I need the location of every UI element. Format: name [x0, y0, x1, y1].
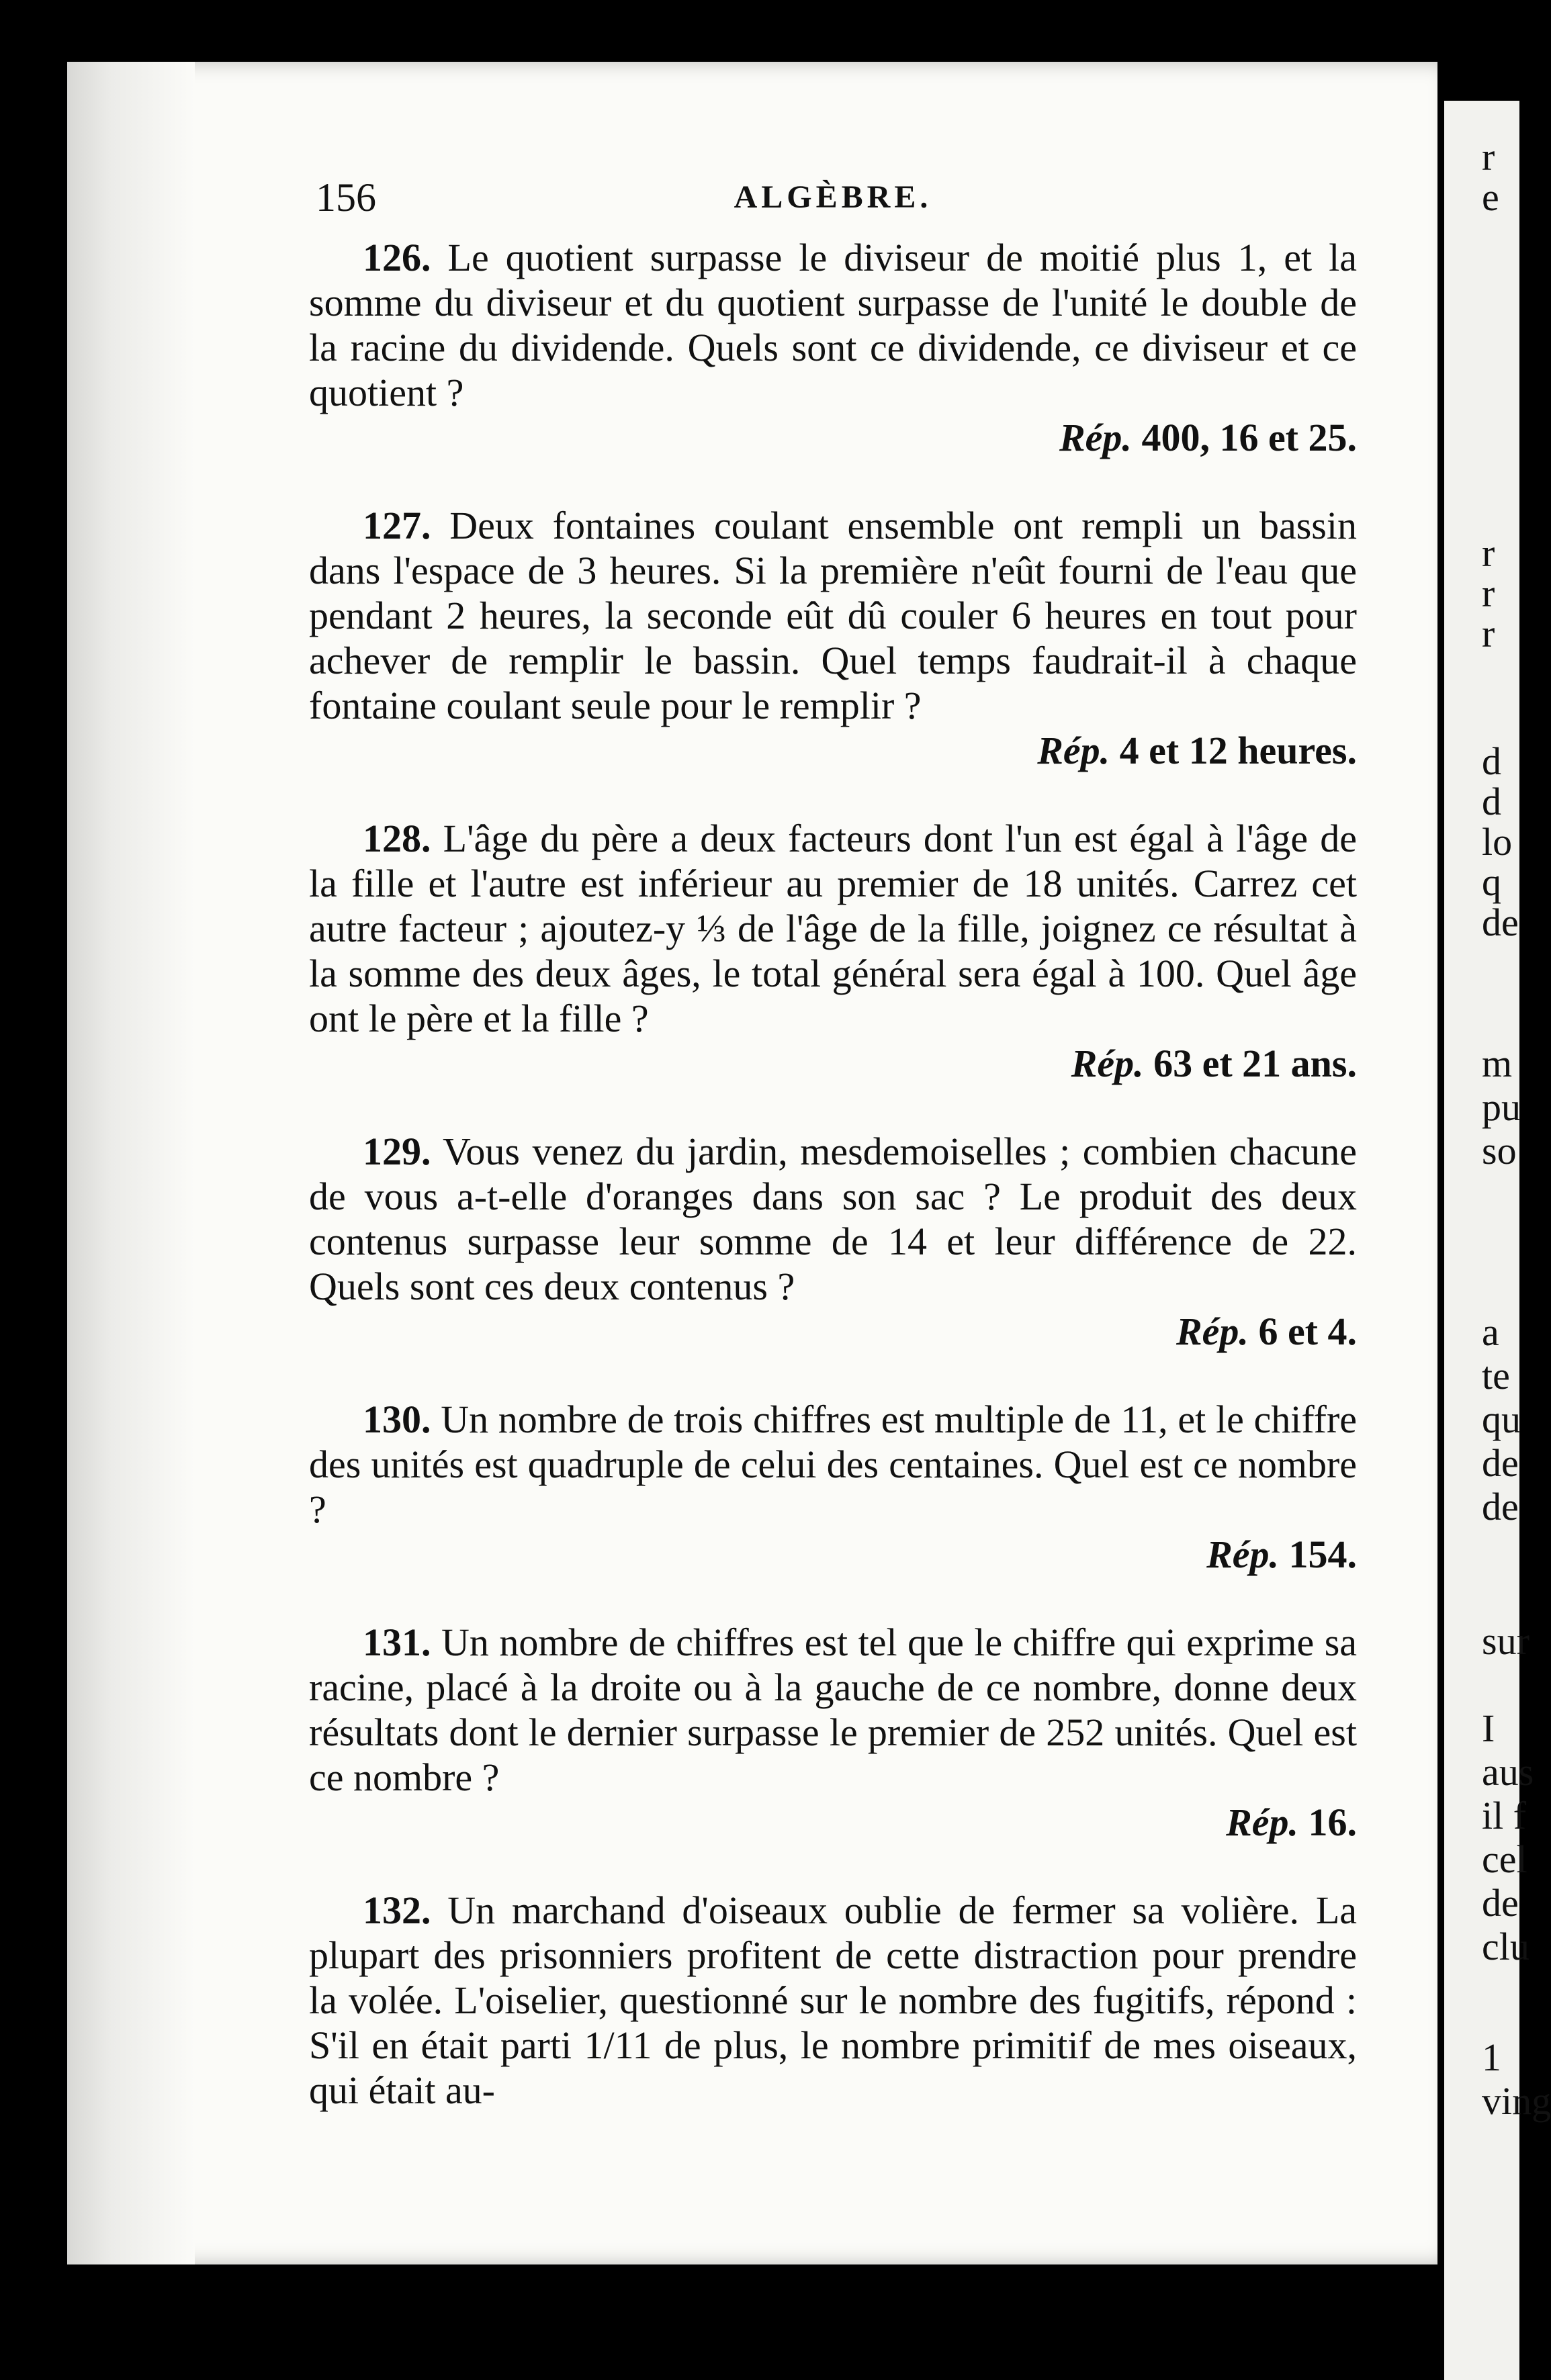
- answer-label: Rép.: [1037, 729, 1110, 772]
- adjacent-text-fragment: ving: [1482, 2079, 1551, 2123]
- adjacent-text-fragment: r: [1482, 135, 1495, 179]
- problem-132: [309, 1888, 1357, 2113]
- problem-answer: [309, 1041, 1357, 1086]
- problem-text: Un nombre de trois chiffres est multiple de 11, et le chiffre des unités est quadruple de celui des centaines. Quel est ce nombre ?: [309, 1398, 1358, 1531]
- adjacent-text-fragment: clu: [1482, 1925, 1530, 1968]
- adjacent-text-fragment: de: [1482, 1881, 1519, 1925]
- problem-text: Un marchand d'oiseaux oublie de fermer sa volière. La plupart des prisonniers profitent de cette distraction pour prendre la volée. L'oiselier, questionné sur le nombre des fugitifs, répond : S'il en était parti 1/11 de plus, le nombre primitif de mes oiseaux, qui était au-: [309, 1888, 1358, 2112]
- adjacent-text-fragment: sur: [1482, 1619, 1530, 1663]
- answer-value: 400, 16 et 25.: [1141, 416, 1357, 459]
- answer-label: Rép.: [1176, 1310, 1249, 1353]
- problem-text: L'âge du père a deux facteurs dont l'un est égal à l'âge de la fille et l'autre est inférieur au premier de 18 unités. Carrez cet autre facteur ; ajoutez-y ⅓ de l'âge de la fille, joignez ce résultat à la somme des deux âges, le total général sera égal à 100. Quel âge ont le père et la fille ?: [309, 817, 1358, 1040]
- adjacent-text-fragment: pu: [1482, 1085, 1521, 1129]
- problem-number: 126.: [363, 236, 431, 279]
- problem-answer: [309, 1532, 1357, 1577]
- problem-text: Vous venez du jardin, mesdemoiselles ; combien chacune de vous a-t-elle d'oranges dans son sac ? Le produit des deux contenus surpasse leur somme de 14 et leur différence de 22. Quels sont ces deux contenus ?: [309, 1130, 1357, 1308]
- adjacent-text-fragment: e: [1482, 175, 1499, 219]
- adjacent-text-fragment: m: [1482, 1042, 1513, 1085]
- page-number: 156: [316, 175, 376, 220]
- problem-130: [309, 1397, 1357, 1577]
- problem-number: 130.: [363, 1398, 431, 1441]
- answer-value: 4 et 12 heures.: [1119, 729, 1357, 772]
- page-content: [309, 175, 1357, 2156]
- adjacent-text-fragment: lo: [1482, 820, 1513, 864]
- answer-value: 6 et 4.: [1258, 1310, 1357, 1353]
- adjacent-text-fragment: qu: [1482, 1398, 1521, 1441]
- adjacent-text-fragment: r: [1482, 612, 1495, 655]
- adjacent-text-fragment: de: [1482, 1441, 1519, 1485]
- adjacent-text-fragment: de: [1482, 901, 1519, 944]
- problem-text: Un nombre de chiffres est tel que le chiffre qui exprime sa racine, placé à la droite ou à la gauche de ce nombre, donne deux résultats dont le dernier surpasse le premier de 252 unités. Quel est ce nombre ?: [309, 1620, 1358, 1799]
- adjacent-text-fragment: 1: [1482, 2035, 1501, 2079]
- page-gutter: [67, 62, 195, 2264]
- adjacent-text-fragment: il f: [1482, 1794, 1527, 1837]
- answer-label: Rép.: [1059, 416, 1132, 459]
- problem-number: 127.: [363, 504, 431, 547]
- adjacent-text-fragment: a: [1482, 1310, 1499, 1354]
- adjacent-text-fragment: q: [1482, 860, 1501, 904]
- problem-128: [309, 816, 1357, 1086]
- answer-value: 16.: [1308, 1800, 1357, 1844]
- problem-number: 128.: [363, 817, 431, 860]
- adjacent-text-fragment: r: [1482, 571, 1495, 615]
- adjacent-text-fragment: I: [1482, 1706, 1495, 1750]
- problem-129: [309, 1129, 1357, 1354]
- adjacent-text-fragment: so: [1482, 1129, 1517, 1173]
- adjacent-page-edge: [1444, 101, 1551, 2380]
- answer-label: Rép.: [1226, 1800, 1298, 1844]
- problem-number: 132.: [363, 1888, 431, 1932]
- problem-answer: [309, 415, 1357, 460]
- problem-number: 129.: [363, 1130, 431, 1173]
- adjacent-text-fragment: d: [1482, 780, 1501, 823]
- answer-value: 63 et 21 ans.: [1153, 1042, 1357, 1085]
- answer-label: Rép.: [1206, 1532, 1279, 1576]
- problem-text: Deux fontaines coulant ensemble ont rempli un bassin dans l'espace de 3 heures. Si la première n'eût fourni de l'eau que pendant 2 heures, la seconde eût dû couler 6 heures en tout pour achever de remplir le bassin. Quel temps faudrait-il à chaque fontaine coulant seule pour le remplir ?: [309, 504, 1357, 727]
- adjacent-text-fragment: r: [1482, 531, 1495, 575]
- problem-text: Le quotient surpasse le diviseur de moitié plus 1, et la somme du diviseur et du quotient surpasse de l'unité le double de la racine du dividende. Quels sont ce dividende, ce diviseur et ce quotient ?: [309, 236, 1357, 414]
- problem-number: 131.: [363, 1620, 431, 1664]
- problem-126: [309, 235, 1357, 460]
- adjacent-text-fragment: te: [1482, 1354, 1510, 1398]
- problem-127: [309, 503, 1357, 773]
- problem-answer: [309, 1309, 1357, 1354]
- adjacent-text-fragment: cel: [1482, 1837, 1527, 1881]
- running-head: [309, 175, 1357, 235]
- adjacent-text-fragment: de: [1482, 1485, 1519, 1528]
- problem-131: [309, 1620, 1357, 1845]
- running-title: ALGÈBRE.: [734, 179, 932, 215]
- adjacent-text-fragment: aus: [1482, 1750, 1534, 1794]
- answer-value: 154.: [1288, 1532, 1357, 1576]
- problem-answer: [309, 1800, 1357, 1845]
- problem-answer: [309, 728, 1357, 773]
- answer-label: Rép.: [1071, 1042, 1144, 1085]
- adjacent-text-fragment: d: [1482, 739, 1501, 783]
